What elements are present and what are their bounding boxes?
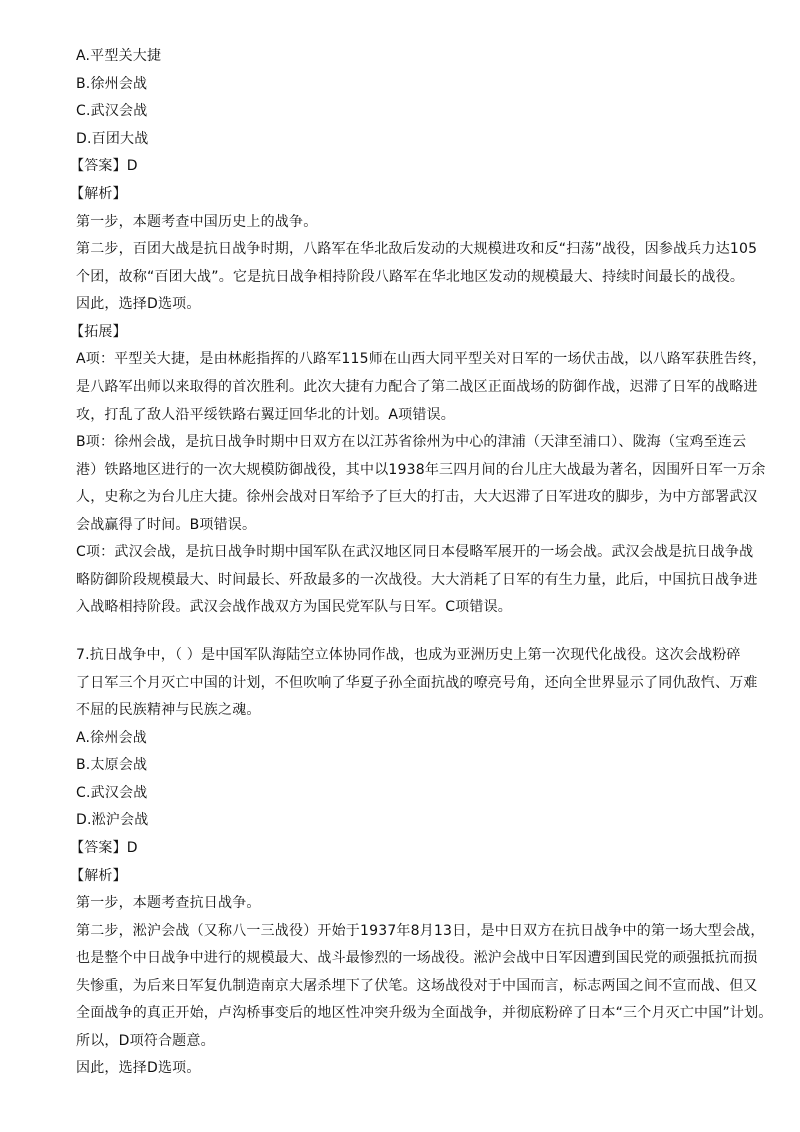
q7-analysis-line: 第一步，本题考查抗日战争。: [76, 895, 261, 911]
q6-analysis-heading: 【解析】: [70, 186, 127, 202]
q6-option-b: B.徐州会战: [76, 76, 148, 92]
q6-extension-line: 攻，打乱了敌人沿平绥铁路右翼迂回华北的计划。A项错误。: [76, 407, 455, 423]
q6-analysis-line: 第一步，本题考查中国历史上的战争。: [76, 214, 318, 230]
q7-stem-line: 不屈的民族精神与民族之魂。: [76, 702, 261, 718]
q7-analysis-line: 第二步，淞沪会战（又称八一三战役）开始于1937年8月13日，是中日双方在抗日战争中的第一场大型会战，: [76, 923, 765, 939]
q6-extension-line: 会战赢得了时间。B项错误。: [76, 517, 257, 533]
q7-option-d: D.淞沪会战: [76, 812, 149, 828]
q7-answer: 【答案】D: [70, 840, 138, 856]
q6-extension-line: B项：徐州会战，是抗日战争时期中日双方在以江苏省徐州为中心的津浦（天津至浦口）、陇海（宝鸡至连云: [76, 434, 747, 450]
q7-analysis-line: 因此，选择D选项。: [76, 1060, 201, 1076]
q6-option-a: A.平型关大捷: [76, 48, 162, 64]
q6-analysis-line: 第二步，百团大战是抗日战争时期，八路军在华北敌后发动的大规模进攻和反“扫荡”战役，因参战兵力达105: [76, 241, 758, 257]
q6-extension-line: A项：平型关大捷，是由林彪指挥的八路军115师在山西大同平型关对日军的一场伏击战，以八路军获胜告终，: [76, 351, 767, 367]
q6-extension-line: 略防御阶段规模最大、时间最长、歼敌最多的一次战役。大大消耗了日军的有生力量，此后，中国抗日战争进: [76, 572, 758, 588]
q7-stem-line: 了日军三个月灭亡中国的计划，不但吹响了华夏子孙全面抗战的嘹亮号角，还向全世界显示了同仇敌忾、万难: [76, 675, 758, 691]
q6-option-c: C.武汉会战: [76, 103, 148, 119]
q6-extension-line: 是八路军出师以来取得的首次胜利。此次大捷有力配合了第二战区正面战场的防御作战，迟滞了日军的战略进: [76, 379, 758, 395]
q7-analysis-line: 全面战争的真正开始，卢沟桥事变后的地区性冲突升级为全面战争，并彻底粉碎了日本“三个月灭亡中国”计划。: [76, 1005, 773, 1021]
q6-extension-line: 人，史称之为台儿庄大捷。徐州会战对日军给予了巨大的打击，大大迟滞了日军进攻的脚步，为中方部署武汉: [76, 489, 758, 505]
q6-extension-line: 港）铁路地区进行的一次大规模防御战役，其中以1938年三四月间的台儿庄大战最为著名，因围歼日军一万余: [76, 462, 766, 478]
q7-analysis-line: 也是整个中日战争中进行的规模最大、战斗最惨烈的一场战役。淞沪会战中日军因遭到国民党的顽强抵抗而损: [76, 950, 758, 966]
q6-extension-line: 入战略相持阶段。武汉会战作战双方为国民党军队与日军。C项错误。: [76, 599, 512, 615]
q6-extension-heading: 【拓展】: [70, 324, 127, 340]
q6-analysis-line: 个团，故称“百团大战”。它是抗日战争相持阶段八路军在华北地区发动的规模最大、持续时间最长的战役。: [76, 269, 745, 285]
q6-analysis-line: 因此，选择D选项。: [76, 296, 201, 312]
q6-answer: 【答案】D: [70, 158, 138, 174]
q6-option-d: D.百团大战: [76, 131, 149, 147]
q6-extension-line: C项：武汉会战，是抗日战争时期中国军队在武汉地区同日本侵略军展开的一场会战。武汉会战是抗日战争战: [76, 544, 754, 560]
q7-analysis-line: 失惨重，为后来日军复仇制造南京大屠杀埋下了伏笔。这场战役对于中国而言，标志两国之间不宣而战、但又: [76, 978, 758, 994]
q7-option-c: C.武汉会战: [76, 785, 148, 801]
q7-stem-line: 7.抗日战争中，（ ）是中国军队海陆空立体协同作战，也成为亚洲历史上第一次现代化战役。这次会战粉碎: [76, 647, 741, 663]
q7-option-a: A.徐州会战: [76, 730, 147, 746]
q7-analysis-line: 所以，D项符合题意。: [76, 1033, 215, 1049]
q7-analysis-heading: 【解析】: [70, 868, 127, 884]
q7-option-b: B.太原会战: [76, 757, 148, 773]
